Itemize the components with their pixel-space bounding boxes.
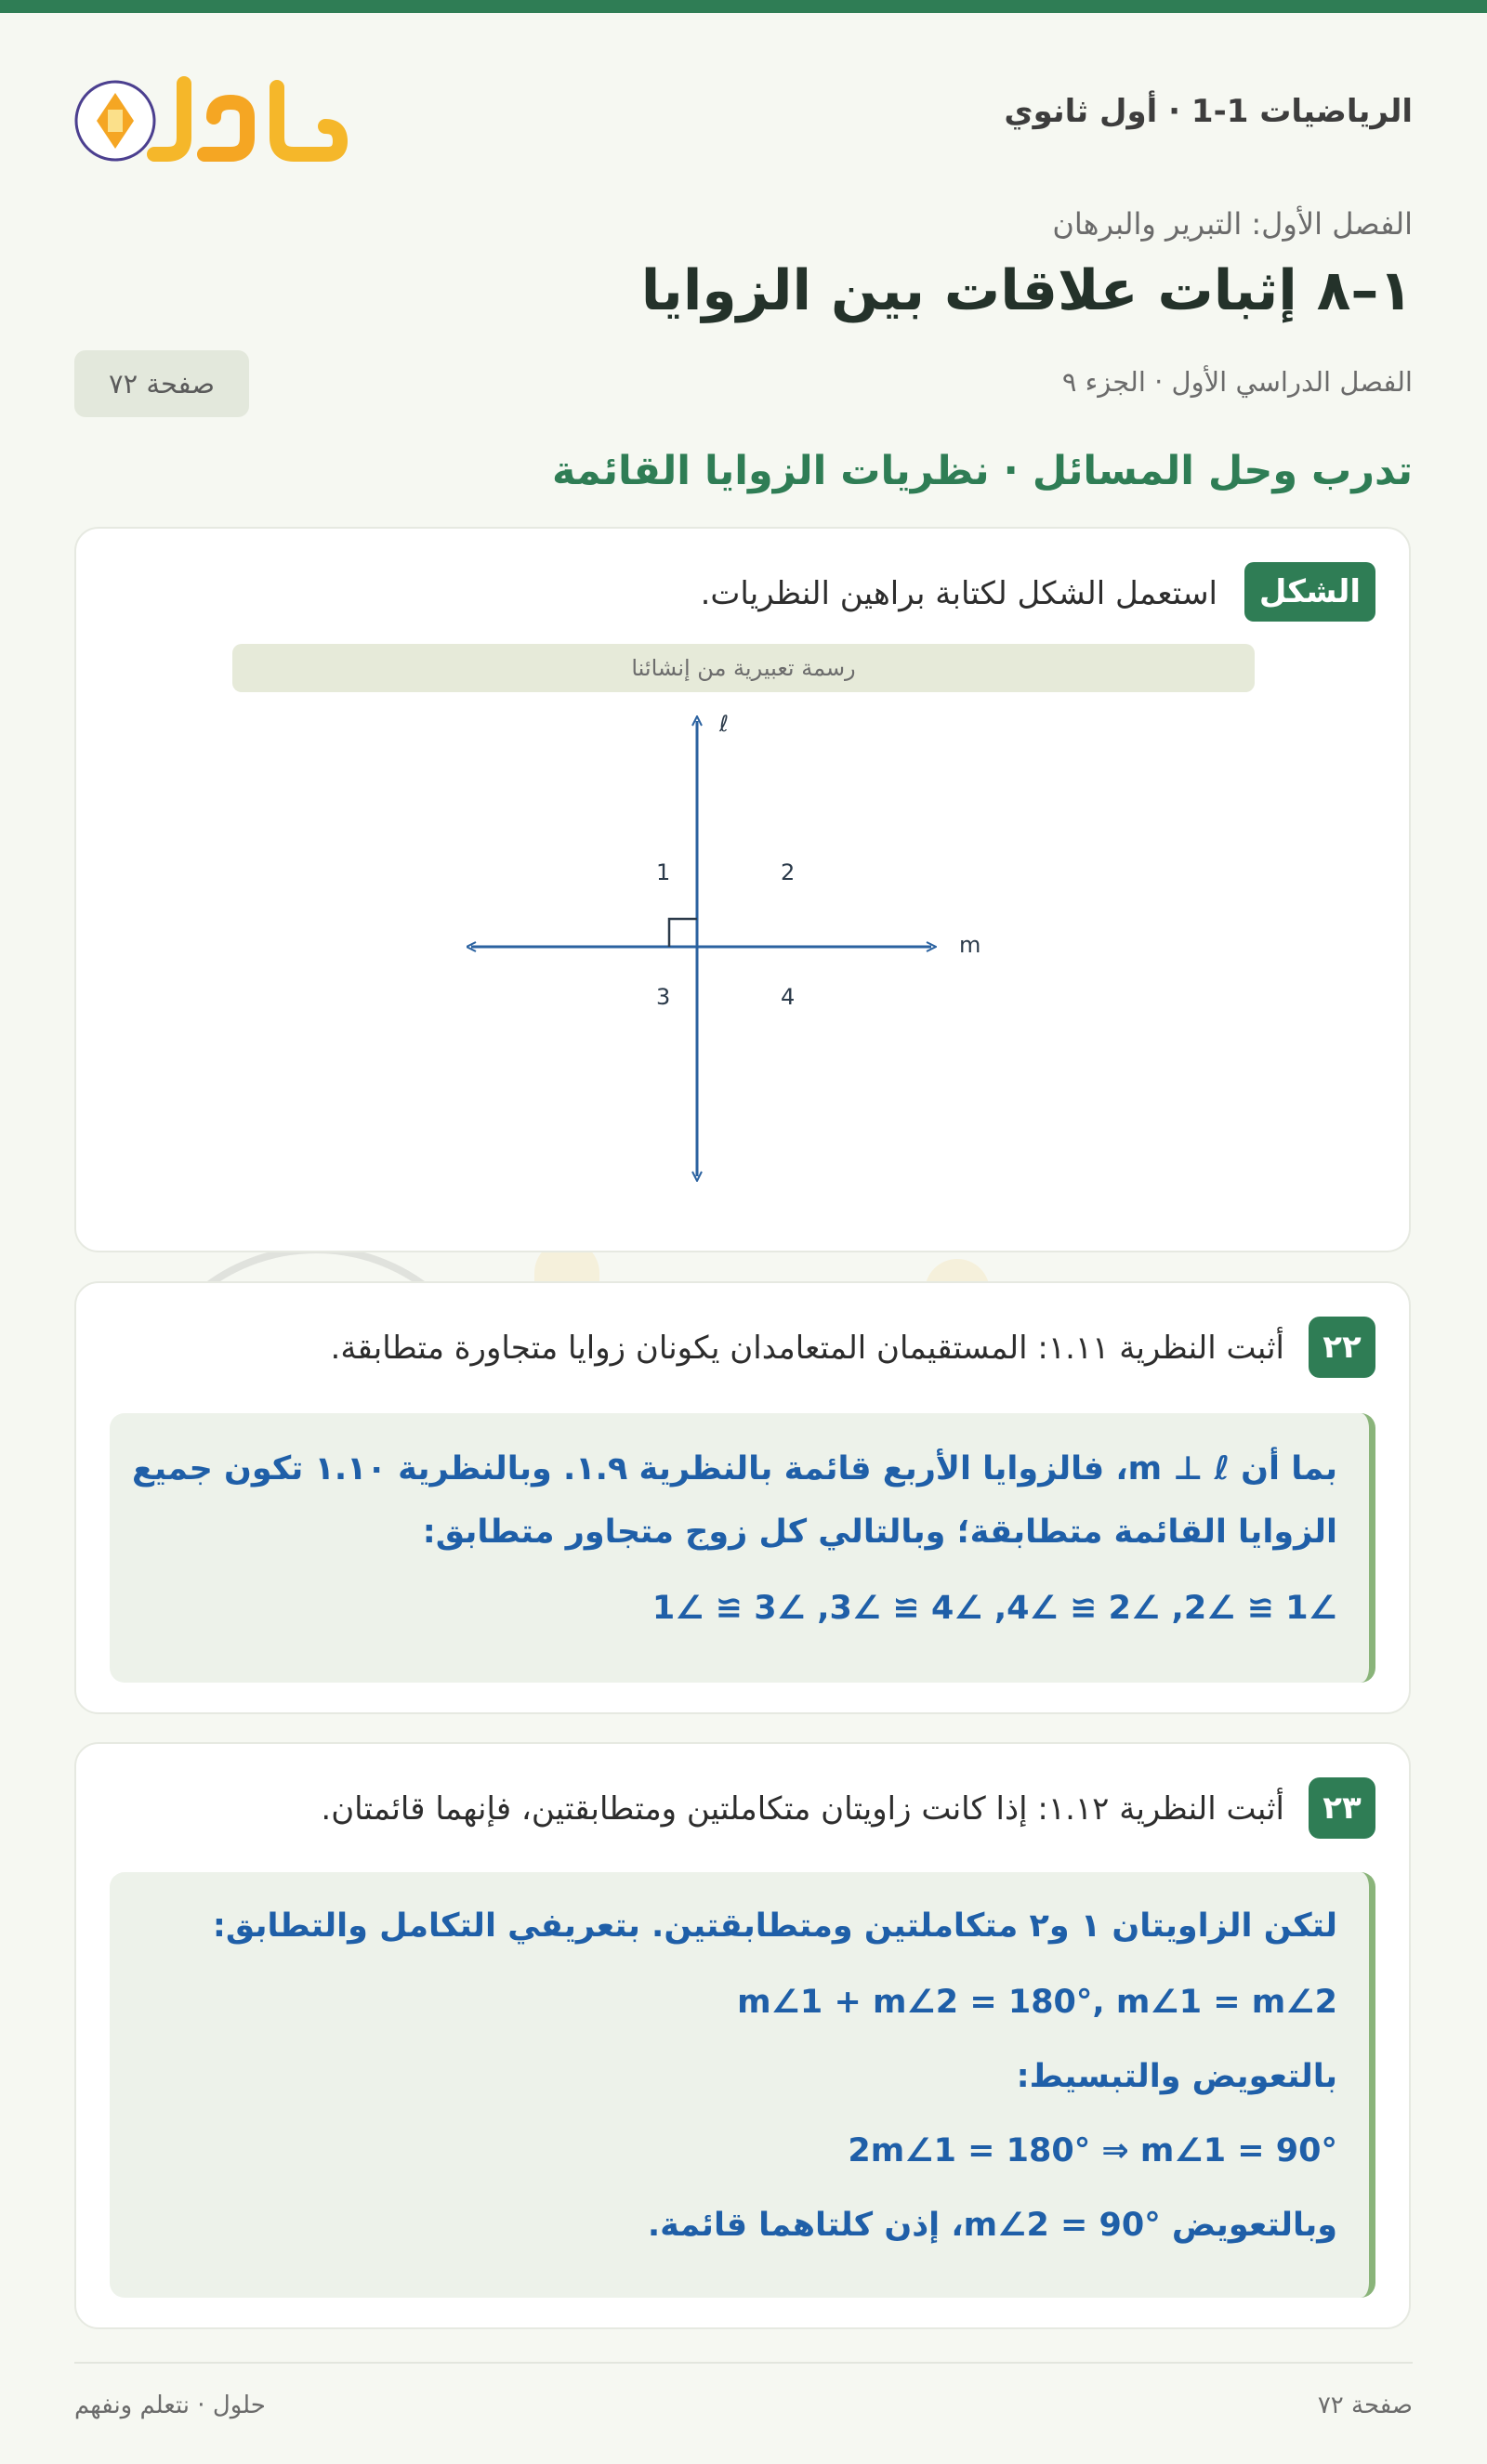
question-text: أثبت النظرية ١.١٢: إذا كانت زاويتان متكاملتين ومتطابقتين، فإنهما قائمتان.: [321, 1790, 1284, 1828]
answer-line: لتكن الزاويتان ١ و٢ متكاملتين ومتطابقتين. بتعريفي التكامل والتطابق:: [212, 1907, 1337, 1945]
top-accent-bar: [0, 0, 1487, 13]
label-line-m: m: [959, 932, 981, 958]
answer-box: [110, 1872, 1375, 2298]
perpendicular-lines-figure: [467, 707, 1024, 1209]
lesson-title: ١–٨ إثبات علاقات بين الزوايا: [640, 258, 1413, 323]
label-angle-2: 2: [781, 859, 796, 885]
figure-caption: رسمة تعبيرية من إنشائنا: [232, 644, 1255, 692]
label-angle-1: 1: [656, 859, 671, 885]
figure-card: [74, 527, 1411, 1252]
answer-math-line: 2m∠1 = 180° ⇒ m∠1 = 90°: [848, 2132, 1337, 2169]
page-header: [74, 65, 1413, 177]
chapter-label: الفصل الأول: التبرير والبرهان: [1052, 206, 1413, 242]
question-card-23: [74, 1742, 1411, 2329]
hulul-logo: [74, 65, 353, 177]
answer-line: بما أن m ⊥ ℓ، فالزوايا الأربع قائمة بالنظرية ١.٩. وبالنظرية ١.١٠ تكون جميع: [131, 1450, 1337, 1488]
page-badge: صفحة ٧٢: [74, 350, 249, 417]
question-card-22: [74, 1281, 1411, 1714]
question-number-badge: ٢٣: [1309, 1777, 1375, 1839]
right-angle-mark: [669, 919, 697, 947]
book-title: الرياضيات 1-1 · أول ثانوي: [1004, 93, 1413, 130]
answer-line: وبالتعويض m∠2 = 90°، إذن كلتاهما قائمة.: [647, 2207, 1337, 2244]
label-line-l: ℓ: [719, 711, 729, 737]
question-text: أثبت النظرية ١.١١: المستقيمان المتعامدان يكونان زوايا متجاورة متطابقة.: [330, 1330, 1284, 1367]
question-number-badge: ٢٢: [1309, 1317, 1375, 1378]
semester-label: الفصل الدراسي الأول · الجزء ٩: [1061, 366, 1413, 398]
answer-math-line: ∠1 ≅ ∠2, ∠2 ≅ ∠4, ∠4 ≅ ∠3, ∠3 ≅ ∠1: [651, 1590, 1337, 1627]
footer-brand: حلول · نتعلم ونفهم: [74, 2392, 266, 2419]
figure-tag: الشكل: [1244, 562, 1375, 622]
label-angle-3: 3: [656, 984, 671, 1010]
label-angle-4: 4: [781, 984, 796, 1010]
footer-page-number: صفحة ٧٢: [1317, 2392, 1413, 2419]
figure-prompt: استعمل الشكل لكتابة براهين النظريات.: [700, 575, 1217, 612]
answer-box: [110, 1413, 1375, 1683]
answer-line: بالتعويض والتبسيط:: [1016, 2058, 1337, 2095]
answer-line: الزوايا القائمة متطابقة؛ وبالتالي كل زوج متجاور متطابق:: [422, 1514, 1337, 1551]
answer-math-line: m∠1 + m∠2 = 180°, m∠1 = m∠2: [737, 1984, 1337, 2021]
footer-divider: [74, 2362, 1413, 2364]
section-title: تدرب وحل المسائل · نظريات الزوايا القائمة: [551, 448, 1413, 494]
